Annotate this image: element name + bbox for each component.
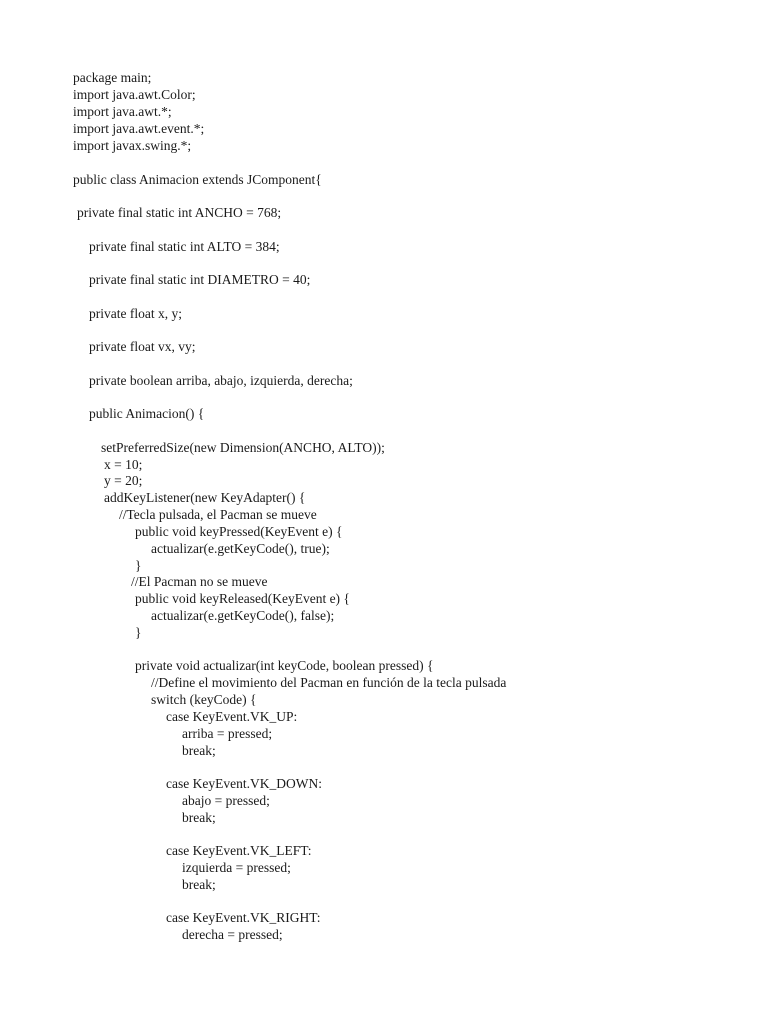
code-line: switch (keyCode) { [151,692,257,707]
code-line: case KeyEvent.VK_LEFT: [166,843,312,858]
code-line: actualizar(e.getKeyCode(), false); [151,608,335,623]
code-line: break; [182,877,216,892]
code-line: private void actualizar(int keyCode, boolean pressed) { [135,658,434,673]
code-line: private final static int ALTO = 384; [89,239,280,254]
code-line: } [135,625,142,640]
code-line: abajo = pressed; [182,793,270,808]
code-line: package main; [73,70,152,85]
code-line: private final static int DIAMETRO = 40; [89,272,311,287]
code-line: case KeyEvent.VK_UP: [166,709,298,724]
code-line: addKeyListener(new KeyAdapter() { [104,490,306,505]
code-line: izquierda = pressed; [182,860,291,875]
code-line: } [135,558,142,573]
code-comment: //Define el movimiento del Pacman en función de la tecla pulsada [151,675,507,690]
code-line: public class Animacion extends JComponent{ [73,172,322,187]
code-comment: //El Pacman no se mueve [131,574,268,589]
code-line: x = 10; [104,457,143,472]
code-line: import java.awt.event.*; [73,121,205,136]
code-line: private float vx, vy; [89,339,196,354]
code-comment: //Tecla pulsada, el Pacman se mueve [119,507,317,522]
code-line: y = 20; [104,473,143,488]
code-line: public void keyReleased(KeyEvent e) { [135,591,350,606]
code-line: break; [182,810,216,825]
code-line: import java.awt.Color; [73,87,196,102]
code-line: break; [182,743,216,758]
code-line: private final static int ANCHO = 768; [77,205,282,220]
code-line: private float x, y; [89,306,182,321]
code-line: case KeyEvent.VK_RIGHT: [166,910,321,925]
code-line: actualizar(e.getKeyCode(), true); [151,541,330,556]
code-line: private boolean arriba, abajo, izquierda, derecha; [89,373,353,388]
code-line: import javax.swing.*; [73,138,192,153]
code-line: derecha = pressed; [182,927,283,942]
code-line: case KeyEvent.VK_DOWN: [166,776,322,791]
code-line: setPreferredSize(new Dimension(ANCHO, ALTO)); [101,440,385,455]
code-line: import java.awt.*; [73,104,172,119]
code-line: public Animacion() { [89,406,205,421]
code-line: public void keyPressed(KeyEvent e) { [135,524,343,539]
code-line: arriba = pressed; [182,726,273,741]
